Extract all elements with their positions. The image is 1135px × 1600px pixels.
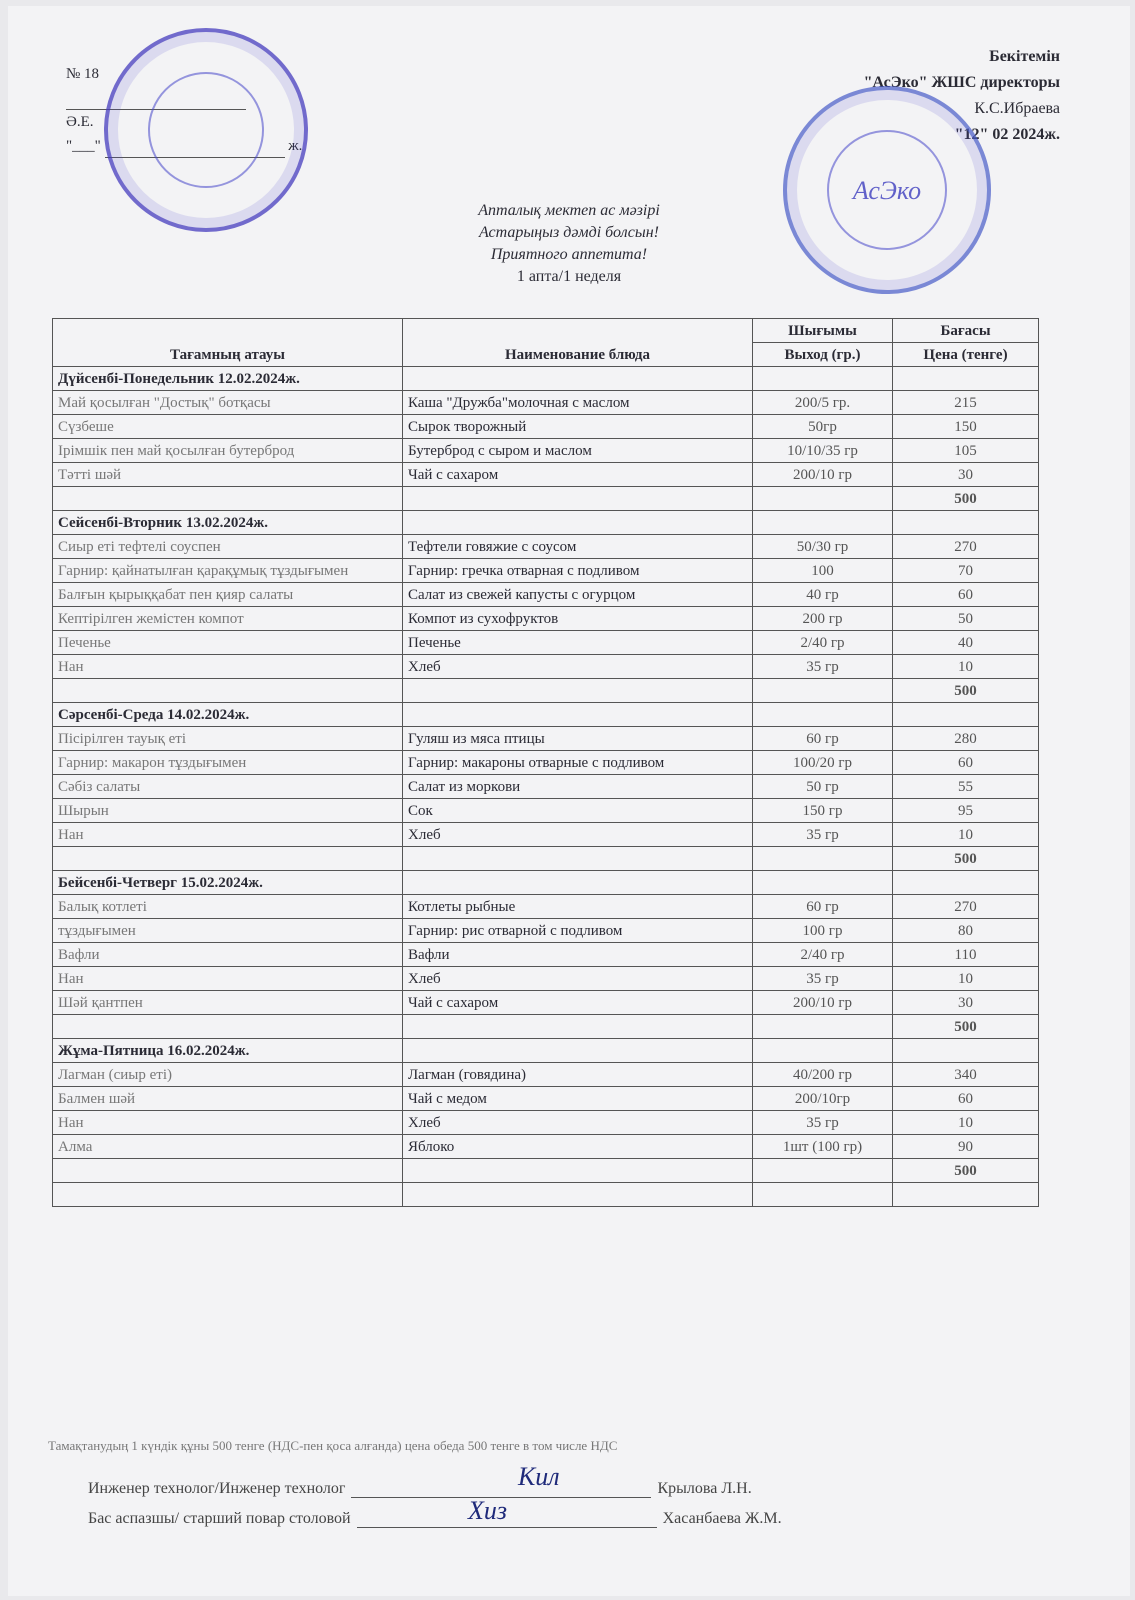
handwritten-signature: Хиз — [468, 1496, 508, 1525]
dish-name-kz: Гарнир: қайнатылған қарақұмық тұздығымен — [53, 559, 403, 583]
empty-cell — [753, 703, 893, 727]
menu-titles — [8, 200, 1130, 288]
empty-cell — [403, 1015, 753, 1039]
dish-name-ru: Хлеб — [403, 655, 753, 679]
empty-cell — [753, 1159, 893, 1183]
table-row — [53, 799, 1039, 823]
dish-price: 215 — [893, 391, 1039, 415]
dish-name-ru: Лагман (говядина) — [403, 1063, 753, 1087]
table-row — [53, 1111, 1039, 1135]
dish-price: 70 — [893, 559, 1039, 583]
company-stamp-logo: АсЭко — [852, 176, 922, 205]
table-row — [53, 583, 1039, 607]
dish-name-kz: Май қосылған "Достық" ботқасы — [53, 391, 403, 415]
signature-engineer — [88, 1480, 752, 1498]
title-kz: Апталық мектеп ас мәзірі — [478, 202, 660, 219]
table-row — [53, 775, 1039, 799]
dish-name-kz: Шәй қантпен — [53, 991, 403, 1015]
dish-yield: 40 гр — [753, 583, 893, 607]
dish-price: 270 — [893, 535, 1039, 559]
dish-price: 340 — [893, 1063, 1039, 1087]
day-total-row — [53, 487, 1039, 511]
dish-name-kz: Печенье — [53, 631, 403, 655]
title-kz2: Астарыңыз дәмді болсын! — [479, 224, 659, 241]
dish-name-ru: Гарнир: рис отварной с подливом — [403, 919, 753, 943]
dish-name-ru: Котлеты рыбные — [403, 895, 753, 919]
table-row — [53, 895, 1039, 919]
dish-yield: 1шт (100 гр) — [753, 1135, 893, 1159]
week-label: 1 апта/1 неделя — [516, 268, 622, 285]
table-row — [53, 631, 1039, 655]
day-title: Сәрсенбі-Среда 14.02.2024ж. — [53, 703, 403, 727]
empty-cell — [753, 367, 893, 391]
day-header-row — [53, 511, 1039, 535]
dish-name-ru: Салат из моркови — [403, 775, 753, 799]
menu-table — [52, 318, 1039, 1207]
approve-label: Бекітемін — [989, 48, 1060, 65]
dish-yield: 200/5 гр. — [753, 391, 893, 415]
empty-cell — [753, 487, 893, 511]
dish-yield: 35 гр — [753, 967, 893, 991]
document-sheet — [8, 6, 1130, 1596]
empty-cell — [53, 1183, 403, 1207]
dish-name-ru: Тефтели говяжие с соусом — [403, 535, 753, 559]
empty-cell — [893, 367, 1039, 391]
dish-name-ru: Салат из свежей капусты с огурцом — [403, 583, 753, 607]
header-left-year: ж. — [288, 138, 303, 154]
signature-chef — [88, 1510, 782, 1528]
empty-cell — [403, 511, 753, 535]
dish-name-kz: Шырын — [53, 799, 403, 823]
header-price-kz: Бағасы — [893, 319, 1039, 343]
empty-cell — [753, 1039, 893, 1063]
table-row — [53, 919, 1039, 943]
dish-price: 10 — [893, 823, 1039, 847]
dish-yield: 50/30 гр — [753, 535, 893, 559]
dish-name-kz: Ірімшік пен май қосылған бутерброд — [53, 439, 403, 463]
dish-name-ru: Гуляш из мяса птицы — [403, 727, 753, 751]
dish-yield: 40/200 гр — [753, 1063, 893, 1087]
empty-cell — [403, 871, 753, 895]
table-row — [53, 823, 1039, 847]
table-row — [53, 991, 1039, 1015]
dish-name-ru: Гарнир: гречка отварная с подливом — [403, 559, 753, 583]
day-title: Сейсенбі-Вторник 13.02.2024ж. — [53, 511, 403, 535]
day-total: 500 — [893, 1015, 1039, 1039]
table-row — [53, 727, 1039, 751]
dish-price: 80 — [893, 919, 1039, 943]
header-yield-kz: Шығымы — [753, 319, 893, 343]
dish-name-kz: Лагман (сиыр еті) — [53, 1063, 403, 1087]
approval-date: "12" 02 2024ж. — [954, 126, 1060, 143]
empty-cell — [53, 1015, 403, 1039]
signature-role: Бас аспазшы/ старший повар столовой — [88, 1510, 351, 1527]
dish-yield: 150 гр — [753, 799, 893, 823]
dish-name-kz: Кептірілген жемістен компот — [53, 607, 403, 631]
day-total: 500 — [893, 487, 1039, 511]
table-row — [53, 655, 1039, 679]
table-row — [53, 967, 1039, 991]
day-total: 500 — [893, 1159, 1039, 1183]
dish-price: 30 — [893, 463, 1039, 487]
table-row — [53, 463, 1039, 487]
dish-name-ru: Компот из сухофруктов — [403, 607, 753, 631]
dish-price: 280 — [893, 727, 1039, 751]
table-row — [53, 1087, 1039, 1111]
dish-yield: 10/10/35 гр — [753, 439, 893, 463]
empty-cell — [53, 679, 403, 703]
empty-cell — [53, 847, 403, 871]
director-name: К.С.Ибраева — [974, 100, 1060, 117]
dish-price: 10 — [893, 967, 1039, 991]
day-total-row — [53, 679, 1039, 703]
dish-name-kz: Сәбіз салаты — [53, 775, 403, 799]
dish-name-kz: Нан — [53, 823, 403, 847]
dish-yield: 2/40 гр — [753, 631, 893, 655]
header-left-line3: "___" — [66, 138, 101, 154]
dish-yield: 50гр — [753, 415, 893, 439]
empty-cell — [893, 511, 1039, 535]
table-row — [53, 1135, 1039, 1159]
dish-name-kz: Нан — [53, 655, 403, 679]
dish-yield: 100 — [753, 559, 893, 583]
dish-name-kz: Балғын қырыққабат пен қияр салаты — [53, 583, 403, 607]
dish-yield: 200 гр — [753, 607, 893, 631]
dish-price: 105 — [893, 439, 1039, 463]
day-header-row — [53, 871, 1039, 895]
empty-cell — [403, 1159, 753, 1183]
dish-name-ru: Хлеб — [403, 823, 753, 847]
dish-yield: 35 гр — [753, 1111, 893, 1135]
day-header-row — [53, 703, 1039, 727]
company-director-label: "АсЭко" ЖШС директоры — [863, 74, 1060, 91]
dish-name-ru: Хлеб — [403, 967, 753, 991]
day-header-row — [53, 367, 1039, 391]
stamp-inner-ring — [148, 72, 264, 188]
dish-name-kz: Балмен шәй — [53, 1087, 403, 1111]
dish-price: 270 — [893, 895, 1039, 919]
day-header-row — [53, 1039, 1039, 1063]
day-total: 500 — [893, 679, 1039, 703]
day-total: 500 — [893, 847, 1039, 871]
empty-cell — [403, 703, 753, 727]
table-row — [53, 1063, 1039, 1087]
empty-cell — [403, 679, 753, 703]
empty-cell — [403, 1039, 753, 1063]
day-total-row — [53, 847, 1039, 871]
dish-price: 10 — [893, 655, 1039, 679]
dish-name-ru: Сок — [403, 799, 753, 823]
dish-yield: 50 гр — [753, 775, 893, 799]
price-footnote: Тамақтанудың 1 күндік құны 500 тенге (НДС-пен қоса алғанда) цена обеда 500 тенге в том числе НДС — [48, 1438, 618, 1453]
dish-price: 90 — [893, 1135, 1039, 1159]
day-title: Дүйсенбі-Понедельник 12.02.2024ж. — [53, 367, 403, 391]
dish-name-kz: Вафли — [53, 943, 403, 967]
dish-name-ru: Печенье — [403, 631, 753, 655]
dish-yield: 2/40 гр — [753, 943, 893, 967]
dish-name-kz: Алма — [53, 1135, 403, 1159]
dish-name-ru: Яблоко — [403, 1135, 753, 1159]
day-title: Бейсенбі-Четверг 15.02.2024ж. — [53, 871, 403, 895]
dish-price: 95 — [893, 799, 1039, 823]
dish-yield: 60 гр — [753, 895, 893, 919]
table-row — [53, 391, 1039, 415]
dish-yield: 100/20 гр — [753, 751, 893, 775]
header-yield-ru: Выход (гр.) — [753, 343, 893, 367]
dish-name-kz: Тәтті шәй — [53, 463, 403, 487]
empty-cell — [893, 703, 1039, 727]
handwritten-signature: Кил — [518, 1462, 560, 1491]
empty-cell — [753, 847, 893, 871]
dish-name-kz: Балық котлеті — [53, 895, 403, 919]
signature-name: Хасанбаева Ж.М. — [662, 1510, 782, 1527]
dish-price: 30 — [893, 991, 1039, 1015]
empty-cell — [753, 679, 893, 703]
dish-name-ru: Хлеб — [403, 1111, 753, 1135]
dish-name-kz: Нан — [53, 967, 403, 991]
dish-yield: 60 гр — [753, 727, 893, 751]
empty-cell — [753, 511, 893, 535]
header-left-line2: Ә.Е. — [66, 114, 94, 130]
dish-yield: 200/10 гр — [753, 991, 893, 1015]
empty-cell — [893, 871, 1039, 895]
dish-name-ru: Бутерброд с сыром и маслом — [403, 439, 753, 463]
dish-price: 150 — [893, 415, 1039, 439]
dish-name-kz: Сиыр еті тефтелі соуспен — [53, 535, 403, 559]
header-ru-name: Наименование блюда — [403, 319, 753, 367]
table-row — [53, 607, 1039, 631]
table-row — [53, 751, 1039, 775]
empty-cell — [753, 1015, 893, 1039]
table-row — [53, 943, 1039, 967]
dish-price: 60 — [893, 583, 1039, 607]
order-number: № 18 — [66, 66, 100, 82]
empty-cell — [53, 1159, 403, 1183]
dish-price: 110 — [893, 943, 1039, 967]
dish-name-kz: Пісірілген тауық еті — [53, 727, 403, 751]
empty-cell — [403, 847, 753, 871]
dish-name-kz: Сүзбеше — [53, 415, 403, 439]
dish-price: 10 — [893, 1111, 1039, 1135]
dish-name-kz: тұздығымен — [53, 919, 403, 943]
signature-name: Крылова Л.Н. — [657, 1480, 752, 1497]
empty-cell — [403, 1183, 753, 1207]
dish-name-ru: Вафли — [403, 943, 753, 967]
dish-name-ru: Сырок творожный — [403, 415, 753, 439]
day-total-row — [53, 1015, 1039, 1039]
menu-body — [53, 367, 1039, 1207]
dish-name-ru: Чай с сахаром — [403, 991, 753, 1015]
title-ru: Приятного аппетита! — [490, 246, 648, 263]
empty-row — [53, 1183, 1039, 1207]
dish-price: 60 — [893, 1087, 1039, 1111]
dish-price: 50 — [893, 607, 1039, 631]
header-price-ru: Цена (тенге) — [893, 343, 1039, 367]
empty-cell — [753, 1183, 893, 1207]
dish-name-ru: Чай с сахаром — [403, 463, 753, 487]
empty-cell — [893, 1183, 1039, 1207]
dish-price: 40 — [893, 631, 1039, 655]
day-title: Жұма-Пятница 16.02.2024ж. — [53, 1039, 403, 1063]
dish-price: 60 — [893, 751, 1039, 775]
dish-name-ru: Каша "Дружба"молочная с маслом — [403, 391, 753, 415]
empty-cell — [893, 1039, 1039, 1063]
table-row — [53, 439, 1039, 463]
table-row — [53, 559, 1039, 583]
dish-yield: 35 гр — [753, 823, 893, 847]
table-row — [53, 535, 1039, 559]
dish-name-kz: Нан — [53, 1111, 403, 1135]
empty-cell — [403, 367, 753, 391]
dish-yield: 200/10гр — [753, 1087, 893, 1111]
empty-cell — [403, 487, 753, 511]
dish-name-ru: Гарнир: макароны отварные с подливом — [403, 751, 753, 775]
dish-yield: 200/10 гр — [753, 463, 893, 487]
empty-cell — [753, 871, 893, 895]
dish-yield: 100 гр — [753, 919, 893, 943]
header-kz-name: Тағамның атауы — [53, 319, 403, 367]
dish-yield: 35 гр — [753, 655, 893, 679]
table-row — [53, 415, 1039, 439]
dish-price: 55 — [893, 775, 1039, 799]
day-total-row — [53, 1159, 1039, 1183]
signature-role: Инженер технолог/Инженер технолог — [88, 1480, 346, 1497]
empty-cell — [53, 487, 403, 511]
dish-name-kz: Гарнир: макарон тұздығымен — [53, 751, 403, 775]
dish-name-ru: Чай с медом — [403, 1087, 753, 1111]
